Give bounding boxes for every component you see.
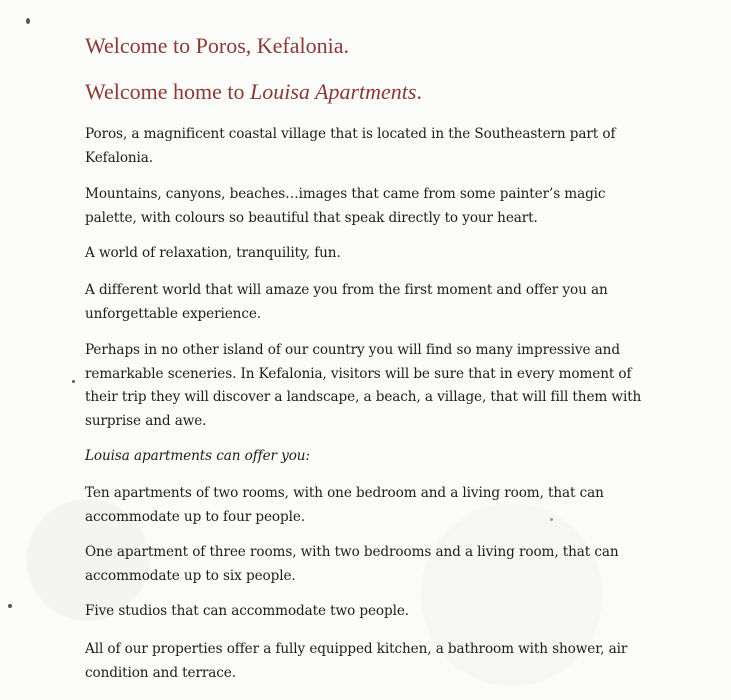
paragraph-studios: Five studios that can accommodate two people. [85, 603, 410, 619]
paragraph-two-room-apartments: Ten apartments of two rooms, with one bedroom and a living room, that can accommodate up to four people. [85, 485, 604, 525]
paragraph-offer-intro: Louisa apartments can offer you: [85, 448, 310, 464]
paragraph-different-world: A different world that will amaze you from the first moment and offer you an unforgettable experience. [85, 282, 608, 322]
paper-speck [26, 18, 30, 24]
heading-period: . [416, 79, 422, 104]
paragraph-amenities: All of our properties offer a fully equipped kitchen, a bathroom with shower, air condition and terrace. [85, 641, 628, 681]
welcome-heading: Welcome to Poros, Kefalonia. [85, 33, 349, 58]
paragraph-relaxation: A world of relaxation, tranquility, fun. [85, 245, 341, 261]
paragraph-landscape: Mountains, canyons, beaches…images that came from some painter’s magic palette, with colours so beautiful that speak directly to your heart. [85, 186, 606, 226]
welcome-home-heading [85, 79, 422, 105]
welcome-home-prefix: Welcome home to [85, 79, 251, 104]
apartments-name: Louisa Apartments [250, 79, 417, 104]
paragraph-sceneries: Perhaps in no other island of our country you will find so many impressive and remarkable sceneries. In Kefalonia, visitors will be sure that in every moment of their trip they will discover a landscape, a beach, a village, that will fill them with surprise and awe. [85, 342, 642, 429]
paper-speck [8, 604, 12, 608]
paragraph-poros-intro: Poros, a magnificent coastal village that is located in the Southeastern part of Kefalonia. [85, 126, 616, 166]
paragraph-three-room-apartment: One apartment of three rooms, with two bedrooms and a living room, that can accommodate up to six people. [85, 544, 619, 584]
paper-speck [72, 380, 75, 383]
